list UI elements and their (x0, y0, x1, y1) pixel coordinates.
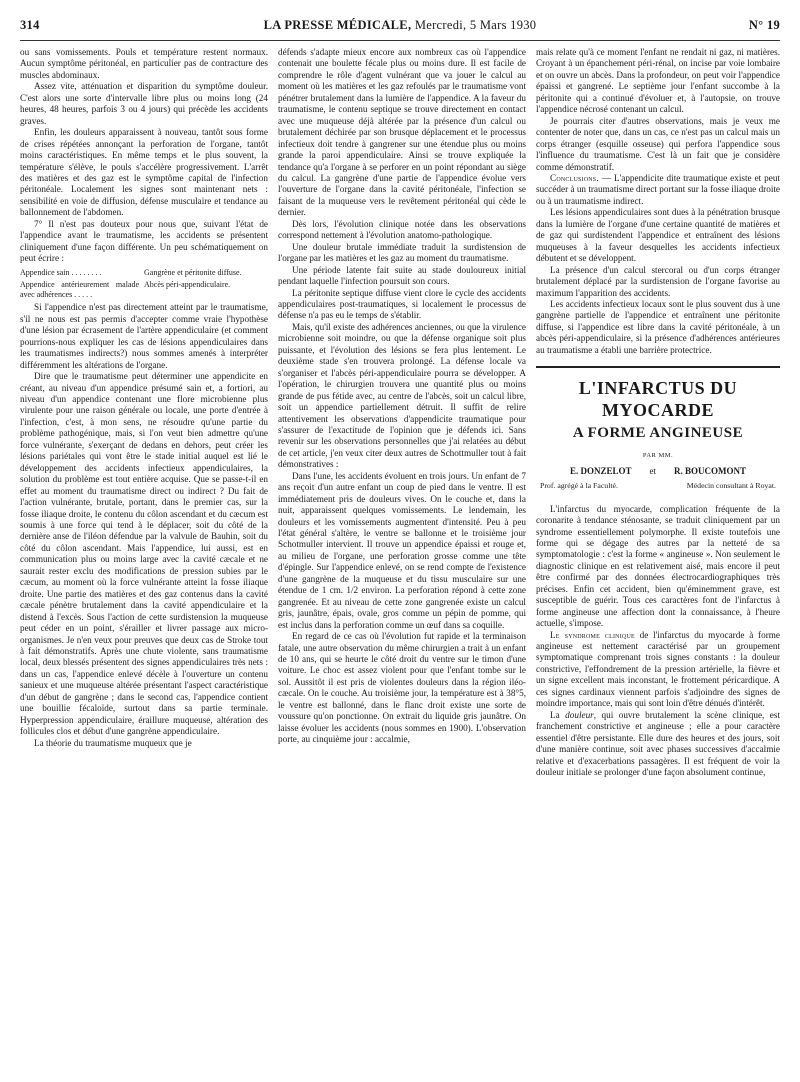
article-subtitle: A FORME ANGINEUSE (572, 425, 744, 442)
running-header (20, 18, 780, 36)
paragraph: Mais, qu'il existe des adhérences anciennes, ou que la virulence microbienne soit moindre, ou que la défense organique soit plus puissante, et l'évolution des lésions se fera plus lentement. Le deuxième stade s'en trouvera prolongé. La défense locale va s'organiser et l'abcès péri-appendiculaire pourra se développer. A l'opération, le chirurgien trouvera une quantité plus ou moins grande de pus fétide avec, au centre de l'abcès, soit un calcul libre, soit un appendice partiellement détruit. Il suffit de relire attentivement les observations d'appendicite traumatique pour s'assurer de l'exactitude de l'opinion que je défends ici. Sans revenir sur les observations personnelles que j'ai relatées au début de cet article, j'en veux citer deux autres de Schottmuller tout à fait démonstratives : (278, 321, 526, 470)
paragraph: Dans l'une, les accidents évoluent en trois jours. Un enfant de 7 ans reçoit d'un autre enfant un coup de pied dans le ventre. Il est immédiatement pris de douleurs vives. On le couche et, dans la nuit, apparaissent quelques vomissements. Le lendemain, les douleurs et les vomissements augmentent d'intensité. Peu à peu l'état général s'altère, le ventre se ballonne et le troisième jour Schotmuller intervient. Il trouve un appendice épaissi et rouge et, au milieu de l'organe, une perforation grosse comme une tête d'épingle. Sur l'appendice enlevé, on se rend compte de l'existence d'une gangrène de la muqueuse et du tissu musculaire sur une étendue de 1 cm. 1/2 environ. La perforation répond à cette zone gangrenée. Et au niveau de cette zone gangrenée existe un calcul gris, jaunâtre, épais, ovale, gros comme un pépin de pomme, qui est inclus dans la perforation comme un œuf dans sa coquille. (278, 470, 526, 630)
article-title: L'INFARCTUS DU MYOCARDE (578, 378, 738, 421)
author-affiliations (540, 480, 776, 491)
text-run: La (550, 709, 566, 720)
paragraph: Une douleur brutale immédiate traduit la surdistension de l'organe par les matières et les gaz au moment du traumatisme. (278, 241, 526, 264)
paragraph: Si l'appendice n'est pas directement atteint par le traumatisme, s'il ne nous est pas permis d'accepter comme vraie l'hypothèse d'une lésion par écrasement de l'artère appendiculaire (et comment pourrions-nous expliquer les cas de lésions appendiculaires dans les traumatismes indirects?) nous sommes amenés à interpréter différemment les altérations de l'organe. (20, 302, 268, 370)
paragraph: Les lésions appendiculaires sont dues à la pénétration brusque dans la lumière de l'organe d'une certaine quantité de matières et de gaz qui surdistendent l'appendice et entraînent des lésions muqueuses à la faveur desquelles les accidents infectieux débutent et se développent. (536, 207, 780, 264)
column-1 (20, 47, 268, 1076)
issue-date: Mercredi, 5 Mars 1930 (414, 18, 537, 32)
column-3 (536, 47, 780, 1076)
issue-number: N° 19 (748, 18, 780, 32)
paragraph: défends s'adapte mieux encore aux nombreux cas où l'appendice contenait une boulette fécale plus ou moins dure. Il est facile de comprendre le rôle d'agent vulnérant que va jouer le calcul au moment où les matières et les gaz refoulés par le traumatisme vont pénétrer brutalement dans la lumière de l'appendice. A la faveur du traumatisme, le contenu septique se trouve directement en contact avec une muqueuse déjà altérée par la présence d'un calcul ou brutalement déchirée par son brusque déplacement et le processus infectieux doit tendre à gangrener sur une étendue plus ou moins grande la paroi appendiculaire. Ainsi se trouve expliquée la tendance qu'a l'organe à se perforer en un point répondant au siège du calcul. La gangrène d'une partie de l'appendice évolue vers l'ouverture de l'organe dans la cavité péritonéale, l'infection se faisant de la muqueuse vers le revêtement péritonéal qui cède le dernier. (278, 47, 526, 218)
paragraph: Dire que le traumatisme peut déterminer une appendicite en créant, au niveau d'un appendice présumé sain et, a fortiori, au niveau d'un appendice contenant une flore microbienne plus virulente pour une raison générale ou locale, une porte d'entrée à l'infection, c'est, à mon sens, ne résoudre qu'une partie du problème pathogénique, mais, si l'on veut bien admettre qu'une force vulnérante, s'exerçant de dedans en dehors, peut créer les lésions pariétales qui vont être le stade initial auquel est lié le développement des accidents infectieux appendiculaires, la solution du problème est tout entière acquise. Que se passe-t-il en effet au moment du traumatisme direct ou indirect ? Du fait de l'action vulnérante, brutale, portant, dans le premier cas, sur la fosse iliaque droite, le contenu du côlon ascendant et du cæcum est soumis à une force qui tend à le déplacer, soit du côté de la dernière anse de l'iléon défendue par la valvule de Bauhin, soit du côté du côlon ascendant. Mais l'appendice, lui aussi, est en communication plus ou moins large avec la cavité cæcale et ne saurait rester exclu des modifications de pression subies par le cæcum, au moment où la force vulnérante atteint la fosse iliaque droite. Une partie des matières et des gaz contenus dans la cavité cæcale pénètre brutalement dans la cavité appendiculaire et la distend à l'excès. Sous l'action de cette surdistension la muqueuse peut céder en un point, s'érailler et livrer passage aux micro-organismes. Je n'en veux pour preuves que deux cas de Stroke tout à fait démonstratifs. Après une chute violente, sans traumatisme local, deux blessés présentent des signes appendiculaires très nets : dans un cas, l'appendice enlevé décèle à l'ouverture un contenu sanieux et une muqueuse altérée présentant l'aspect caractéristique d'un début de gangrène ; dans le second cas, l'appendice contient une bouillie fécaloïde, surtout dans sa partie terminale. Hyperpression appendiculaire, éraillure muqueuse, altération des follicules clos et début d'une gangrène appendiculaire. (20, 371, 268, 737)
journal-title (20, 18, 780, 33)
paragraph: ou sans vomissements. Pouls et température restent normaux. Aucun symptôme péritonéal, en particulier pas de contracture des muscles abdominaux. (20, 47, 268, 80)
byline-par: PAR MM. (642, 452, 674, 460)
author-affiliation: Médecin consultant à Royat. (686, 481, 776, 491)
paragraph: Les accidents infectieux locaux sont le plus souvent dus à une gangrène partielle de l'appendice et entraînent une péritonite diffuse, si l'appendice est libre dans la cavité péritonéale, à un abcès péri-appendiculaire, si la présence d'adhérences antérieures au traumatisme a établi une barrière protectrice. (536, 298, 780, 355)
article-authors (536, 466, 780, 477)
section-text: de l'infarctus du myocarde à forme angineuse est nettement caractérisé par un groupement symptomatique comprenant trois signes constants : la douleur constrictive, l'effondrement de la pression artérielle, la fièvre et un signe excellent mais inconstant, le frottement péricardique. A ces signes cardinaux viennent parfois s'adjoindre des signes de moindre importance, mais qui sont loin d'être dénués d'intérêt. (536, 629, 780, 709)
article-separator (536, 366, 780, 368)
paragraph (536, 710, 780, 779)
schema-row (20, 280, 268, 299)
journal-name: LA PRESSE MÉDICALE, (263, 18, 412, 32)
paragraph: En regard de ce cas où l'évolution fut rapide et la terminaison fatale, une autre observation du même chirurgien a trait à un enfant de 10 ans, qui se heurte le côté droit du ventre sur le timon d'une voiture. Le choc est assez violent pour que l'enfant tombe sur le sol. Aussitôt il est pris de violentes douleurs dans la région iléo-cæcale. On le couche. Au troisième jour, la température est à 38°5, le ventre est ballonné, dans le flanc droit existe une sorte de voussure qu'on ponctionne. On extrait du liquide gris jaunâtre. On laisse évoluer les accidents (nous sommes en 1900). L'observation porte, au cinquième jour : accalmie, (278, 631, 526, 745)
author-affiliation: Prof. agrégé à la Faculté. (540, 481, 618, 491)
paragraph: Dès lors, l'évolution clinique notée dans les observations correspond nettement à l'évolution anatomo-pathologique. (278, 218, 526, 241)
text-run: , qui ouvre brutalement la scène clinique, est franchement constrictive et angineuse ; elle a pour caractère essentiel d'être persistante. Elle dure des heures et des jours, soit d'une manière continue, soit avec phases successives d'accalmie relative et d'exacerbations passagères. Il est fréquent de voir la douleur initiale se prolonger d'une façon absolument continue, (536, 709, 780, 778)
conclusions-text: — L'appendicite dite traumatique existe et peut succéder à un traumatisme direct portant sur la fosse iliaque droite ou à un traumatisme indirect. (536, 172, 780, 206)
author-name: E. DONZELOT (569, 465, 632, 476)
paragraph: La péritonite septique diffuse vient clore le cycle des accidents appendiculaires post-traumatiques, si localement le processus de défense n'a pas eu le temps de s'établir. (278, 287, 526, 321)
paragraph: L'infarctus du myocarde, complication fréquente de la coronarite à tendance sténosante, se traduit cliniquement par un syndrome essentiellement polymorphe. Il existe toutefois une forme qui se dégage des autres par la netteté de sa symptomatologie : c'est la forme « angineuse ». Non seulement le diagnostic clinique en est relativement aisé, mais encore il peut être confirmé par des données électrocardiographiques très précises. Enfin cet accident, bien qu'éminemment grave, est susceptible de guérir. Tous ces caractères font de l'infarctus à forme angineuse une affection dont la connaissance, à l'heure actuelle, s'impose. (536, 503, 780, 629)
paragraph: La théorie du traumatisme muqueux que je (34, 737, 192, 748)
author-name: R. BOUCOMONT (674, 465, 746, 476)
page-number: 314 (20, 18, 40, 32)
paragraph (536, 173, 780, 207)
paragraph: 7° Il n'est pas douteux pour nous que, suivant l'état de l'appendice avant le traumatisme, les accidents se présentent cliniquement d'une façon différente. Un peu schématiquement on peut écrire : (20, 218, 268, 264)
paragraph: Une période latente fait suite au stade douloureux initial pendant laquelle l'infection poursuit son cours. (278, 264, 526, 287)
paragraph: mais relate qu'à ce moment l'enfant ne rendait ni gaz, ni matières. Croyant à un épanchement péri-rénal, on incise par voie lombaire et on ouvre un abcès. Dans la profondeur, on peut voir l'appendice épaissi et gangrené. Le septième jour l'enfant succombe à la péritonite qui a continué d'évoluer et, à l'autopsie, on trouve l'appendice nécrosé contenant un calcul. (536, 47, 780, 115)
paragraph: Enfin, les douleurs apparaissent à nouveau, tantôt sous forme de crises répétées annonçant la perforation de l'organe, tantôt moins caractéristiques. En même temps et le plus souvent, la température s'élève, le pouls s'accélère progressivement. L'arrêt des matières et des gaz est le symptôme capital de l'infection péritonéale. Localement les signes sont maintenant nets : sensibilité en voie de diffusion, défense musculaire et tendance au ballonnement de l'abdomen. (20, 127, 268, 218)
conclusions-heading: Conclusions. (550, 172, 599, 183)
paragraph: Je pourrais citer d'autres observations, mais je veux me contenter de noter que, dans un cas, ce n'est pas un calcul mais un corps étranger (esquille osseuse) qui perfora l'appendice sous l'influence du traumatisme. C'est là un fait que je considère comme démonstratif. (536, 115, 780, 172)
schema-left: Appendice sain . . . . . . . . (20, 267, 102, 277)
schema-table (20, 268, 268, 300)
schema-right: Abcès péri-appendiculaire. (144, 280, 231, 290)
paragraph: La présence d'un calcul stercoral ou d'un corps étranger brutalement déplacé par la surdistension de l'organe favorise au maximum l'apparition des accidents. (536, 264, 780, 298)
schema-left: Appendice antérieurement malade avec adhérences . . . . . (20, 280, 140, 299)
emphasis: douleur (565, 709, 594, 720)
schema-right: Gangrène et péritonite diffuse. (144, 267, 242, 277)
column-2 (278, 47, 526, 1076)
section-lead: Le syndrome clinique (550, 629, 635, 640)
header-rule (20, 40, 780, 41)
author-conjunction: et (649, 465, 656, 476)
schema-row (20, 268, 268, 278)
paragraph (536, 630, 780, 710)
paragraph: Assez vite, atténuation et disparition du symptôme douleur. C'est alors une sorte d'intervalle libre plus ou moins long (24 heures, 48 heures, parfois 3 ou 4 jours) qui précède les accidents graves. (20, 81, 268, 126)
